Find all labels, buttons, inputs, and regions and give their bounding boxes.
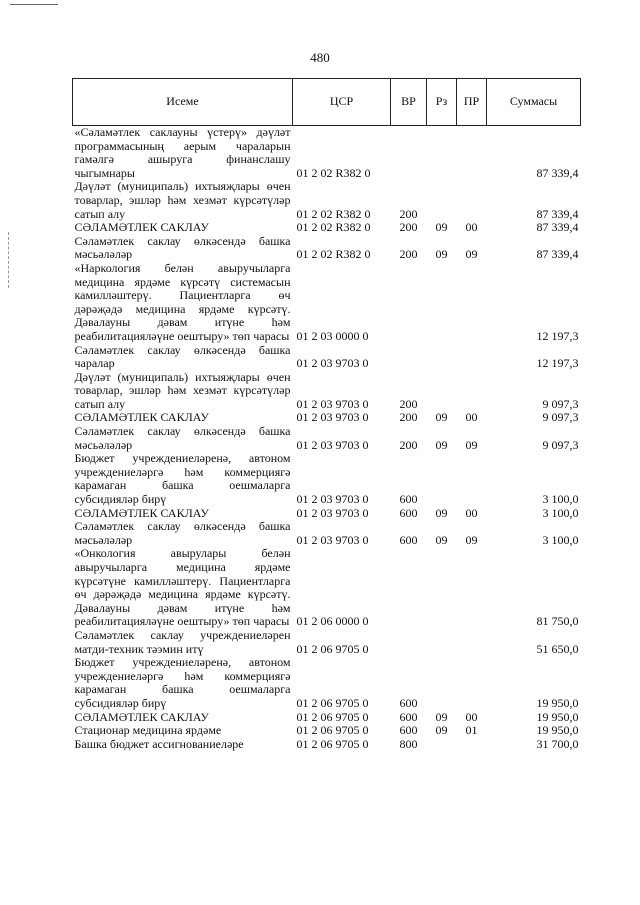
cell-pr: 09 bbox=[465, 532, 478, 547]
cell-pr bbox=[457, 180, 487, 221]
cell-vr: 800 bbox=[399, 736, 418, 751]
cell-name: СӘЛАМӘТЛЕК САКЛАУ bbox=[74, 410, 209, 425]
table-row bbox=[73, 520, 581, 547]
cell-csr: 01 2 06 9705 0 bbox=[296, 736, 369, 751]
cell-csr: 01 2 02 R382 0 bbox=[296, 220, 371, 235]
cell-sum: 12 197,3 bbox=[536, 328, 579, 343]
budget-table-container bbox=[72, 78, 580, 751]
cell-name: Сәламәтлек саклау учреждениеләрен матди-техник тәэмин итү bbox=[74, 627, 291, 656]
table-row bbox=[73, 180, 581, 221]
table-row bbox=[73, 711, 581, 725]
cell-vr: 200 bbox=[399, 396, 418, 411]
cell-sum: 51 650,0 bbox=[536, 641, 579, 656]
cell-vr bbox=[391, 547, 427, 629]
cell-name: Башка бюджет ассигнованиеләре bbox=[74, 736, 244, 751]
cell-sum: 19 950,0 bbox=[536, 723, 579, 738]
header-rz: Рз bbox=[427, 79, 457, 126]
cell-rz: 09 bbox=[435, 410, 448, 425]
cell-rz bbox=[427, 126, 457, 181]
cell-sum: 12 197,3 bbox=[536, 356, 579, 371]
cell-csr: 01 2 03 9703 0 bbox=[296, 505, 369, 520]
cell-sum: 9 097,3 bbox=[542, 437, 579, 452]
cell-name: Сәламәтлек саклау өлкәсендә башка чаралар bbox=[74, 342, 291, 371]
table-row bbox=[73, 724, 581, 738]
cell-pr bbox=[457, 629, 487, 656]
table-header-row bbox=[73, 79, 581, 126]
table-row bbox=[73, 452, 581, 506]
cell-name: СӘЛАМӘТЛЕК САКЛАУ bbox=[74, 709, 209, 724]
cell-csr: 01 2 03 9703 0 bbox=[296, 410, 369, 425]
cell-vr: 600 bbox=[399, 532, 418, 547]
cell-rz: 09 bbox=[435, 723, 448, 738]
cell-rz: 09 bbox=[435, 505, 448, 520]
cell-csr: 01 2 02 R382 0 bbox=[296, 206, 371, 221]
cell-name: СӘЛАМӘТЛЕК САКЛАУ bbox=[74, 505, 209, 520]
cell-csr: 01 2 03 9703 0 bbox=[296, 437, 369, 452]
cell-pr: 00 bbox=[465, 709, 478, 724]
cell-vr bbox=[391, 629, 427, 656]
table-row bbox=[73, 738, 581, 752]
table-row bbox=[73, 126, 581, 181]
cell-sum: 87 339,4 bbox=[536, 206, 579, 221]
cell-csr: 01 2 03 9703 0 bbox=[296, 396, 369, 411]
budget-table bbox=[72, 78, 581, 751]
cell-name: «Онкология авырулары белән авыручыларга медицина ярдәме күрсәтүне камилләштерү. Пациентларга өч дәрәҗәдә медицина ярдәме күрсәтү. Дәвалауны дәвам итүне һәм реабилитацияләүне оештыру» төп чарасы bbox=[74, 546, 291, 629]
page-number: 480 bbox=[310, 50, 330, 65]
cell-sum: 3 100,0 bbox=[542, 505, 579, 520]
cell-vr: 600 bbox=[399, 709, 418, 724]
cell-name: «Сәламәтлек саклауны үстерү» дәүләт программасының аерым чараларын гамәлгә ашыруга финанслашу чыгымнары bbox=[74, 125, 291, 180]
cell-sum: 19 950,0 bbox=[536, 709, 579, 724]
cell-name: СӘЛАМӘТЛЕК САКЛАУ bbox=[74, 220, 209, 235]
header-sum: Суммасы bbox=[487, 79, 581, 126]
table-row bbox=[73, 425, 581, 452]
cell-vr bbox=[391, 126, 427, 181]
cell-sum: 87 339,4 bbox=[536, 247, 579, 262]
cell-rz: 09 bbox=[435, 247, 448, 262]
cell-pr: 01 bbox=[465, 723, 478, 738]
table-row bbox=[73, 235, 581, 262]
cell-sum: 31 700,0 bbox=[536, 736, 579, 751]
cell-csr: 01 2 03 9703 0 bbox=[296, 356, 369, 371]
cell-rz bbox=[427, 344, 457, 371]
cell-vr: 600 bbox=[399, 695, 418, 710]
header-pr: ПР bbox=[457, 79, 487, 126]
cell-sum: 3 100,0 bbox=[542, 532, 579, 547]
table-row bbox=[73, 629, 581, 656]
cell-name: Дәүләт (муниципаль) ихтыяҗлары өчен товарлар, эшләр һәм хезмәт күрсәтүләр сатып алу bbox=[74, 179, 291, 221]
header-vr: ВР bbox=[391, 79, 427, 126]
cell-sum: 87 339,4 bbox=[536, 165, 579, 180]
cell-sum: 81 750,0 bbox=[536, 614, 579, 629]
cell-sum: 3 100,0 bbox=[542, 492, 579, 507]
scan-edge-mark bbox=[10, 4, 58, 5]
cell-csr: 01 2 06 0000 0 bbox=[296, 614, 369, 629]
cell-name: «Наркология белән авыручыларга медицина ярдәме күрсәтү системасын камилләштерү. Пациентларга өч дәрәҗәдә медицина ярдәме күрсәтү. Дәвалауны дәвам итүне һәм реабилитацияләүне оештыру» төп чарасы bbox=[74, 260, 291, 343]
table-row bbox=[73, 507, 581, 521]
cell-name: Бюджет учреждениеләренә, автоном учреждениеләргә һәм коммерциягә карамаган башка оешмаларга субсидияләр бирү bbox=[74, 655, 291, 710]
cell-rz: 09 bbox=[435, 532, 448, 547]
cell-rz bbox=[427, 547, 457, 629]
cell-sum: 87 339,4 bbox=[536, 220, 579, 235]
cell-rz bbox=[427, 262, 457, 344]
cell-vr: 200 bbox=[399, 410, 418, 425]
cell-pr bbox=[457, 547, 487, 629]
cell-pr: 09 bbox=[465, 247, 478, 262]
cell-vr: 200 bbox=[399, 247, 418, 262]
cell-pr: 00 bbox=[465, 505, 478, 520]
cell-vr: 600 bbox=[399, 505, 418, 520]
table-row bbox=[73, 344, 581, 371]
cell-rz bbox=[427, 371, 457, 412]
cell-name: Сәламәтлек саклау өлкәсендә башка мәсьәләләр bbox=[74, 519, 291, 547]
cell-vr bbox=[391, 344, 427, 371]
cell-csr: 01 2 02 R382 0 bbox=[296, 165, 371, 180]
header-csr: ЦСР bbox=[293, 79, 391, 126]
table-row bbox=[73, 547, 581, 629]
cell-rz bbox=[427, 738, 457, 752]
cell-csr: 01 2 06 9705 0 bbox=[296, 641, 369, 656]
cell-pr bbox=[457, 344, 487, 371]
cell-csr: 01 2 02 R382 0 bbox=[296, 247, 371, 262]
cell-rz: 09 bbox=[435, 437, 448, 452]
cell-pr bbox=[457, 126, 487, 181]
cell-vr bbox=[391, 262, 427, 344]
cell-pr bbox=[457, 656, 487, 710]
cell-rz: 09 bbox=[435, 220, 448, 235]
scan-margin-mark bbox=[8, 232, 9, 288]
table-body bbox=[73, 126, 581, 752]
cell-name: Стационар медицина ярдәме bbox=[74, 723, 222, 738]
cell-pr bbox=[457, 262, 487, 344]
cell-rz: 09 bbox=[435, 709, 448, 724]
cell-name: Бюджет учреждениеләренә, автоном учреждениеләргә һәм коммерциягә карамаган башка оешмаларга субсидияләр бирү bbox=[74, 451, 291, 507]
cell-sum: 9 097,3 bbox=[542, 410, 579, 425]
cell-name: Сәламәтлек саклау өлкәсендә башка мәсьәләләр bbox=[74, 424, 291, 452]
cell-vr: 200 bbox=[399, 206, 418, 221]
cell-csr: 01 2 06 9705 0 bbox=[296, 723, 369, 738]
cell-name: Дәүләт (муниципаль) ихтыяҗлары өчен товарлар, эшләр һәм хезмәт күрсәтүләр сатып алу bbox=[74, 369, 291, 411]
cell-vr: 200 bbox=[399, 220, 418, 235]
cell-csr: 01 2 03 9703 0 bbox=[296, 532, 369, 547]
table-row bbox=[73, 656, 581, 710]
cell-sum: 19 950,0 bbox=[536, 695, 579, 710]
header-name: Исеме bbox=[73, 79, 293, 126]
cell-vr: 600 bbox=[399, 723, 418, 738]
cell-pr: 00 bbox=[465, 410, 478, 425]
table-row bbox=[73, 371, 581, 412]
cell-rz bbox=[427, 656, 457, 710]
cell-pr bbox=[457, 452, 487, 506]
cell-csr: 01 2 06 9705 0 bbox=[296, 695, 369, 710]
cell-rz bbox=[427, 452, 457, 506]
cell-pr bbox=[457, 738, 487, 752]
cell-csr: 01 2 03 9703 0 bbox=[296, 492, 369, 507]
cell-vr: 200 bbox=[399, 437, 418, 452]
cell-name: Сәламәтлек саклау өлкәсендә башка мәсьәләләр bbox=[74, 233, 291, 262]
cell-csr: 01 2 03 0000 0 bbox=[296, 328, 369, 343]
table-row bbox=[73, 221, 581, 235]
table-row bbox=[73, 411, 581, 425]
cell-rz bbox=[427, 629, 457, 656]
table-row bbox=[73, 262, 581, 344]
cell-csr: 01 2 06 9705 0 bbox=[296, 709, 369, 724]
cell-rz bbox=[427, 180, 457, 221]
cell-pr bbox=[457, 371, 487, 412]
cell-vr: 600 bbox=[399, 492, 418, 507]
cell-pr: 09 bbox=[465, 437, 478, 452]
cell-sum: 9 097,3 bbox=[542, 396, 579, 411]
cell-pr: 00 bbox=[465, 220, 478, 235]
